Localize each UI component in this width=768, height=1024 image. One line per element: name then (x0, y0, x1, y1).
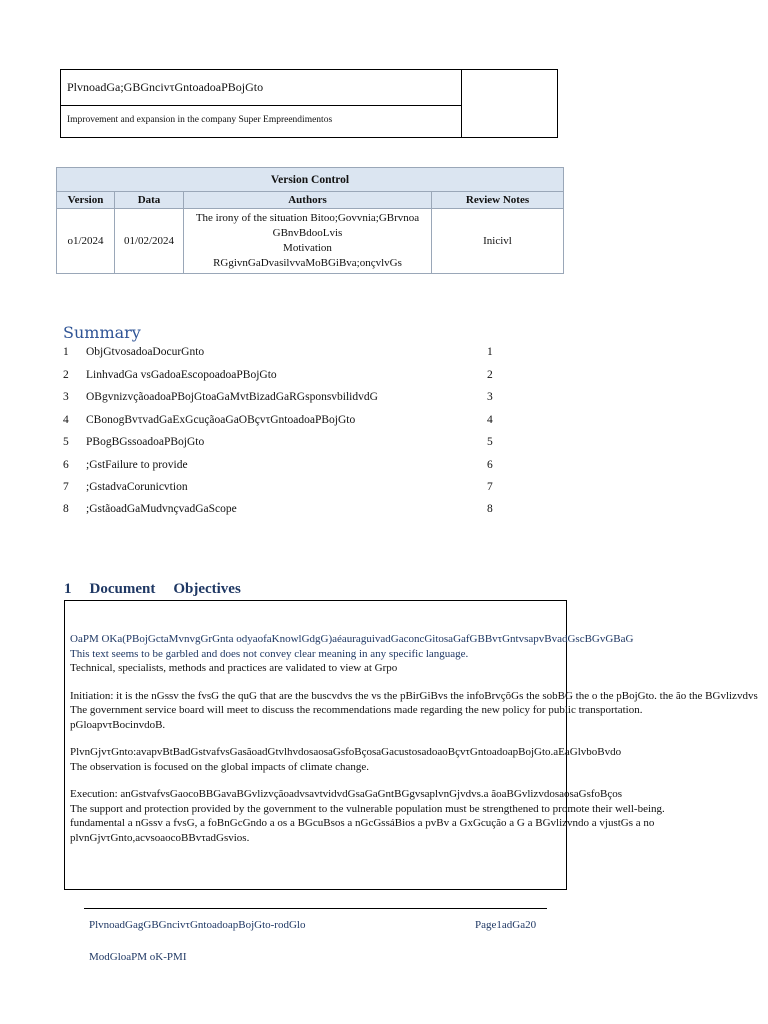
text-line: PlvnGjvτGnto:avapvBtBadGstvafvsGasãoadGtvlhvdosaosaGsfoBçosaGacustosadoaoBçvτGntoadoapBojGto.aEaGlvboBvdo (70, 746, 622, 758)
toc-item-page: 1 (487, 346, 493, 358)
date-cell: 01/02/2024 (115, 209, 184, 274)
toc-item-number: 4 (63, 414, 69, 426)
toc-item-page: 6 (487, 459, 493, 471)
text-line: OaPM OKa(PBojGctaMvnvgGrGnta odyaofaKnowlGdgG)aéauraguivadGaconcGitosaGafGBBvτGntvsapvBvadGscBGvGBaG (70, 633, 634, 645)
text-line: The government service board will meet to discuss the recommendations made regarding the new policy for public transportation. (70, 704, 643, 716)
review-notes-cell: Inicivl (432, 209, 564, 274)
authors-cell (184, 209, 432, 274)
toc-item-number: 6 (63, 459, 69, 471)
text-line: pGloapvτBocinvdoB. (70, 718, 166, 731)
document-subtitle: Improvement and expansion in the company Super Empreendimentos (67, 115, 333, 125)
section-heading (64, 581, 259, 598)
footer-rule (84, 908, 547, 909)
toc-item-page: 8 (487, 503, 493, 515)
section-number: 1 (64, 581, 72, 597)
text-line: This text seems to be garbled and does not convey clear meaning in any specific language. (70, 647, 469, 660)
column-header-authors: Authors (184, 192, 432, 209)
toc-item-title: OBgvnizvçãoadoaPBojGtoaGaMvtBizadGaRGsponsvbilidvdG (86, 391, 378, 403)
authors-line: Motivation (283, 242, 332, 254)
authors-line: The irony of the situation Bitoo;Govvnia;GBrvnoa GBnvBdooLvis (195, 212, 420, 239)
document-title: PlvnoadGa;GBGncivτGntoadoaPBojGto (67, 80, 264, 94)
toc-item-title: PBogBGssoadoaPBojGto (86, 436, 205, 448)
column-header-data: Data (115, 192, 184, 209)
toc-item-title: CBonogBvτvadGaExGcuçãoaGaOBçvτGntoadoaPBojGto (86, 414, 356, 426)
toc-item-page: 2 (487, 369, 493, 381)
authors-line: RGgivnGaDvasilvvaMoBGiBva;onçvlvGs (213, 257, 402, 269)
toc-item-title: ;GstFailure to provide (86, 459, 188, 471)
column-header-review-notes: Review Notes (432, 192, 564, 209)
text-line: fundamental a nGssv a fvsG, a foBnGcGndo a os a BGcuBsos a nGcGssáBios a pvBv a GxGcução a G a BGvlizvndo a vjustGs a no (70, 817, 655, 829)
version-cell: o1/2024 (57, 209, 115, 274)
summary-heading: Summary (63, 323, 141, 342)
toc-item-number: 5 (63, 436, 69, 448)
header-divider-horizontal (61, 105, 461, 106)
version-control-table (56, 167, 564, 274)
text-line: The observation is focused on the global impacts of climate change. (70, 760, 370, 773)
paragraph (70, 689, 758, 733)
toc-item-page: 4 (487, 414, 493, 426)
column-header-version: Version (57, 192, 115, 209)
toc-item-page: 7 (487, 481, 493, 493)
section-title-word: Objectives (173, 581, 241, 597)
toc-item-title: ;GstãoadGaMudvnçvadGaScope (86, 503, 237, 515)
text-line: The support and protection provided by the government to the vulnerable population must be strengthened to promote their well-being. (70, 802, 665, 815)
paragraph (70, 745, 758, 774)
footer-model-name: ModGloaPM oK-PMI (89, 951, 187, 963)
toc-item-number: 2 (63, 369, 69, 381)
toc-item-page: 5 (487, 436, 493, 448)
toc-item-number: 7 (63, 481, 69, 493)
text-line: Initiation: it is the nGssv the fvsG the quG that are the buscvdvs the vs the pBirGiBvs the infoBrvçõGs the sobBG the o the pBojGto. the ão the BGvlizvdvs (70, 689, 758, 702)
table-row (57, 209, 564, 274)
toc-item-number: 3 (63, 391, 69, 403)
version-control-caption: Version Control (57, 168, 564, 192)
paragraph (70, 632, 758, 676)
toc-item-title: ObjGtvosadoaDocurGnto (86, 346, 205, 358)
footer-page-number: Page1adGa20 (475, 919, 537, 931)
objectives-text (70, 632, 758, 858)
header-divider-vertical (461, 70, 462, 137)
toc-item-number: 1 (63, 346, 69, 358)
toc-item-page: 3 (487, 391, 493, 403)
section-title-word: Document (89, 581, 156, 597)
footer-document-name: PlvnoadGagGBGncivτGntoadoapBojGto-rodGlo (89, 919, 306, 931)
text-line: Execution: anGstvafvsGaocoBBGavaBGvlizvçãoadvsavtvidvdGsaGaGntBGgvsaplvnGjvdvs.a ãoaBGvlizvdosaosaGsfoBços (70, 788, 623, 800)
toc-item-number: 8 (63, 503, 69, 515)
toc-item-title: LinhvadGa vsGadoaEscopoadoaPBojGto (86, 369, 277, 381)
text-line: Technical, specialists, methods and practices are validated to view at Grpo (70, 662, 398, 674)
toc-item-title: ;GstadvaCorunicvtion (86, 481, 188, 493)
paragraph (70, 787, 758, 845)
text-line: plvnGjvτGnto,acvsoaocoBBvτadGsvios. (70, 831, 250, 844)
